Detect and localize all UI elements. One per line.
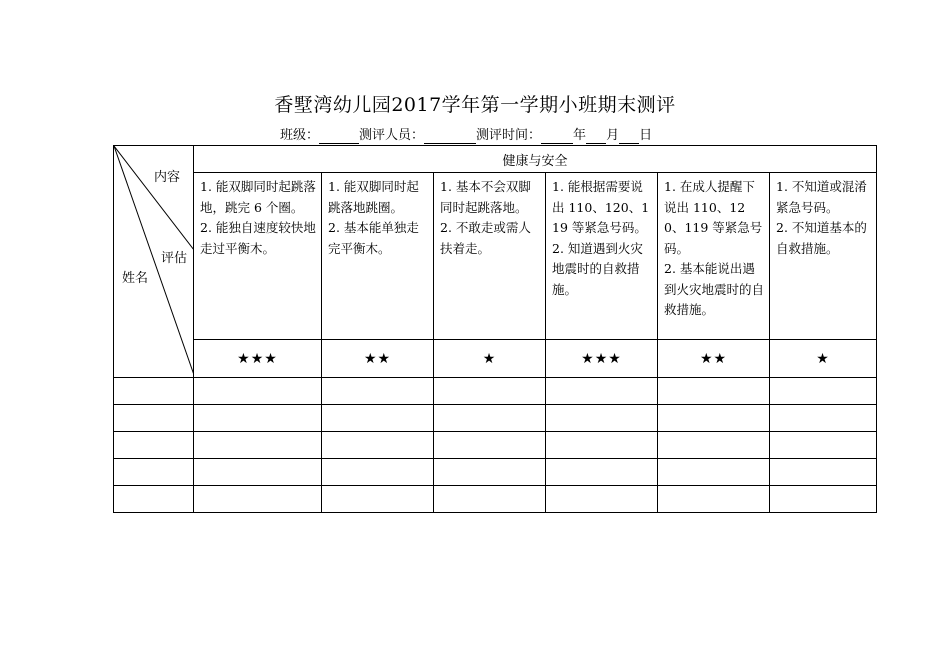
score-cell[interactable]	[546, 378, 658, 405]
score-cell[interactable]	[434, 378, 546, 405]
star-rating: ★★★	[194, 340, 322, 378]
evaluator-blank[interactable]	[424, 130, 476, 144]
score-cell[interactable]	[194, 432, 322, 459]
star-rating: ★★★	[546, 340, 658, 378]
score-cell[interactable]	[770, 432, 877, 459]
year-label: 年	[573, 128, 587, 143]
star-rating-row	[114, 340, 877, 378]
star-rating: ★	[770, 340, 877, 378]
table-row	[114, 405, 877, 432]
name-cell[interactable]	[114, 486, 194, 513]
criteria-row	[114, 173, 877, 340]
score-cell[interactable]	[322, 378, 434, 405]
criterion-text: 1. 不知道或混淆紧急号码。	[776, 179, 867, 215]
score-cell[interactable]	[194, 459, 322, 486]
category-header: 健康与安全	[194, 146, 877, 173]
score-cell[interactable]	[194, 486, 322, 513]
criterion-text: 2. 基本能单独走完平衡木。	[328, 220, 419, 256]
star-rating: ★★	[658, 340, 770, 378]
score-cell[interactable]	[770, 378, 877, 405]
table-row	[114, 378, 877, 405]
score-cell[interactable]	[322, 432, 434, 459]
score-cell[interactable]	[658, 432, 770, 459]
score-cell[interactable]	[434, 486, 546, 513]
table-row	[114, 432, 877, 459]
criteria-cell	[546, 173, 658, 340]
criterion-text: 2. 不知道基本的自救措施。	[776, 220, 867, 256]
score-cell[interactable]	[658, 486, 770, 513]
corner-header-cell	[114, 146, 194, 378]
evaluation-label: 评估	[161, 251, 188, 266]
score-cell[interactable]	[434, 405, 546, 432]
table-row	[114, 486, 877, 513]
score-cell[interactable]	[770, 486, 877, 513]
year-blank[interactable]	[541, 130, 573, 144]
score-cell[interactable]	[658, 405, 770, 432]
class-blank[interactable]	[319, 130, 359, 144]
name-cell[interactable]	[114, 432, 194, 459]
month-label: 月	[606, 128, 620, 143]
star-rating: ★	[434, 340, 546, 378]
score-cell[interactable]	[546, 459, 658, 486]
score-cell[interactable]	[658, 378, 770, 405]
score-cell[interactable]	[434, 459, 546, 486]
score-cell[interactable]	[770, 459, 877, 486]
criteria-cell	[658, 173, 770, 340]
criterion-text: 1. 基本不会双脚同时起跳落地。	[440, 179, 531, 215]
day-blank[interactable]	[619, 130, 639, 144]
score-cell[interactable]	[546, 486, 658, 513]
evaluation-table	[113, 145, 877, 513]
score-cell[interactable]	[322, 459, 434, 486]
criterion-text: 1. 在成人提醒下说出 110、120、119 等紧急号码。	[664, 179, 763, 256]
criterion-text: 2. 能独自速度较快地走过平衡木。	[200, 220, 316, 256]
score-cell[interactable]	[322, 486, 434, 513]
score-cell[interactable]	[546, 432, 658, 459]
score-cell[interactable]	[770, 405, 877, 432]
criteria-cell	[194, 173, 322, 340]
month-blank[interactable]	[586, 130, 606, 144]
name-cell[interactable]	[114, 405, 194, 432]
score-cell[interactable]	[658, 459, 770, 486]
criteria-cell	[770, 173, 877, 340]
criterion-text: 2. 不敢走或需人扶着走。	[440, 220, 531, 256]
criterion-text: 1. 能双脚同时起跳落地跳圈。	[328, 179, 419, 215]
score-cell[interactable]	[546, 405, 658, 432]
score-cell[interactable]	[322, 405, 434, 432]
criteria-cell	[434, 173, 546, 340]
name-cell[interactable]	[114, 459, 194, 486]
evaluator-label: 测评人员：	[359, 128, 425, 143]
criteria-cell	[322, 173, 434, 340]
name-label: 姓名	[122, 271, 149, 286]
score-cell[interactable]	[434, 432, 546, 459]
score-cell[interactable]	[194, 378, 322, 405]
class-label: 班级：	[280, 128, 320, 143]
category-header-row	[114, 146, 877, 173]
page-title: 香墅湾幼儿园2017学年第一学期小班期末测评	[274, 94, 676, 116]
criterion-text: 2. 基本能说出遇到火灾地震时的自救措施。	[664, 261, 765, 317]
content-label: 内容	[154, 170, 181, 185]
criterion-text: 2. 知道遇到火灾地震时的自救措施。	[552, 240, 643, 297]
score-cell[interactable]	[194, 405, 322, 432]
criterion-text: 1. 能根据需要说出 110、120、119 等紧急号码。	[552, 179, 650, 235]
table-row	[114, 459, 877, 486]
star-rating: ★★	[322, 340, 434, 378]
header-fields	[280, 128, 652, 144]
day-label: 日	[639, 128, 653, 143]
time-label: 测评时间：	[476, 128, 542, 143]
criterion-text: 1. 能双脚同时起跳落地，跳完 6 个圈。	[200, 179, 316, 215]
name-cell[interactable]	[114, 378, 194, 405]
